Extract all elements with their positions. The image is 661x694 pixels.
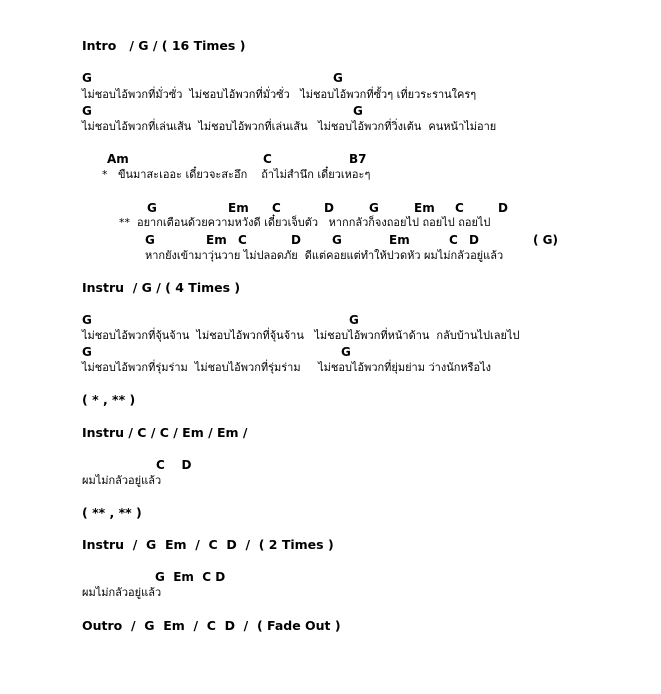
chord-label: Em [414,201,435,215]
chord-label: G [369,201,379,215]
chord-label: C [272,201,281,215]
chord-label: Em [228,201,249,215]
chord-label: C [449,233,458,247]
outro-line: Outro / G Em / C D / ( Fade Out ) [82,618,341,633]
lyric-line: * ขืนมาสะเออะ เดี๋ยวจะสะอึก ถ้าไม่สำนึก เดี๋ยวเหอะๆ [102,168,371,181]
chord-label: G [82,313,92,327]
instrumental-line: Instru / C / C / Em / Em / [82,425,248,440]
instrumental-line: Instru / G / ( 4 Times ) [82,280,241,295]
chord-label: D [469,233,479,247]
chord-label: Em [206,233,227,247]
chord-label: C [263,152,272,166]
chord-label: G [349,313,359,327]
repeat-marker: ( * , ** ) [82,392,136,407]
chord-label: Am [107,152,129,166]
chord-label: G [353,104,363,118]
chord-label: G [82,71,92,85]
intro-line: Intro / G / ( 16 Times ) [82,38,246,53]
chord-label: G [147,201,157,215]
chord-label: G [82,345,92,359]
chord-label: D [291,233,301,247]
chord-label: G [145,233,155,247]
repeat-marker: ( ** , ** ) [82,505,142,520]
chord-label: D [498,201,508,215]
lyric-line: หากยังเข้ามาวุ่นวาย ไม่ปลอดภัย ดีแต่คอยแต่ทำให้ปวดหัว ผมไม่กลัวอยู่แล้ว [145,249,504,262]
chord-label: D [324,201,334,215]
chord-label: G [82,104,92,118]
instrumental-line: Instru / G Em / C D / ( 2 Times ) [82,537,334,552]
chord-label: G [333,71,343,85]
lyric-line: ** อยากเตือนด้วยความหวังดี เดี๋ยวเจ็บตัว หากกลัวก็จงถอยไป ถอยไป ถอยไป [119,216,491,229]
chord-label: C D [156,458,192,472]
chord-label: C [455,201,464,215]
lyric-line: ไม่ชอบไอ้พวกที่จุ้นจ้าน ไม่ชอบไอ้พวกที่จุ้นจ้าน ไม่ชอบไอ้พวกที่หน้าด้าน กลับบ้านไปเลยไป [82,329,520,342]
chord-label: ( G) [533,233,558,247]
chord-label: G [341,345,351,359]
lyric-line: ผมไม่กลัวอยู่แล้ว [82,586,162,599]
chord-label: C [238,233,247,247]
chord-label: G Em C D [155,570,226,584]
lyric-line: ไม่ชอบไอ้พวกที่เล่นเส้น ไม่ชอบไอ้พวกที่เล่นเส้น ไม่ชอบไอ้พวกที่วิ่งเต้น คนหน้าไม่อาย [82,120,497,133]
lyric-line: ไม่ชอบไอ้พวกที่รุ่มร่าม ไม่ชอบไอ้พวกที่รุ่มร่าม ไม่ชอบไอ้พวกที่ยุ่มย่าม ว่างนักหรือไง [82,361,492,374]
chord-label: B7 [349,152,367,166]
chord-label: G [332,233,342,247]
lyric-line: ไม่ชอบไอ้พวกที่มั่วซั่ว ไม่ชอบไอ้พวกที่มั่วซั่ว ไม่ชอบไอ้พวกที่ซั้วๆ เที่ยวระรานใครๆ [82,88,477,101]
lyric-line: ผมไม่กลัวอยู่แล้ว [82,474,162,487]
chord-label: Em [389,233,410,247]
